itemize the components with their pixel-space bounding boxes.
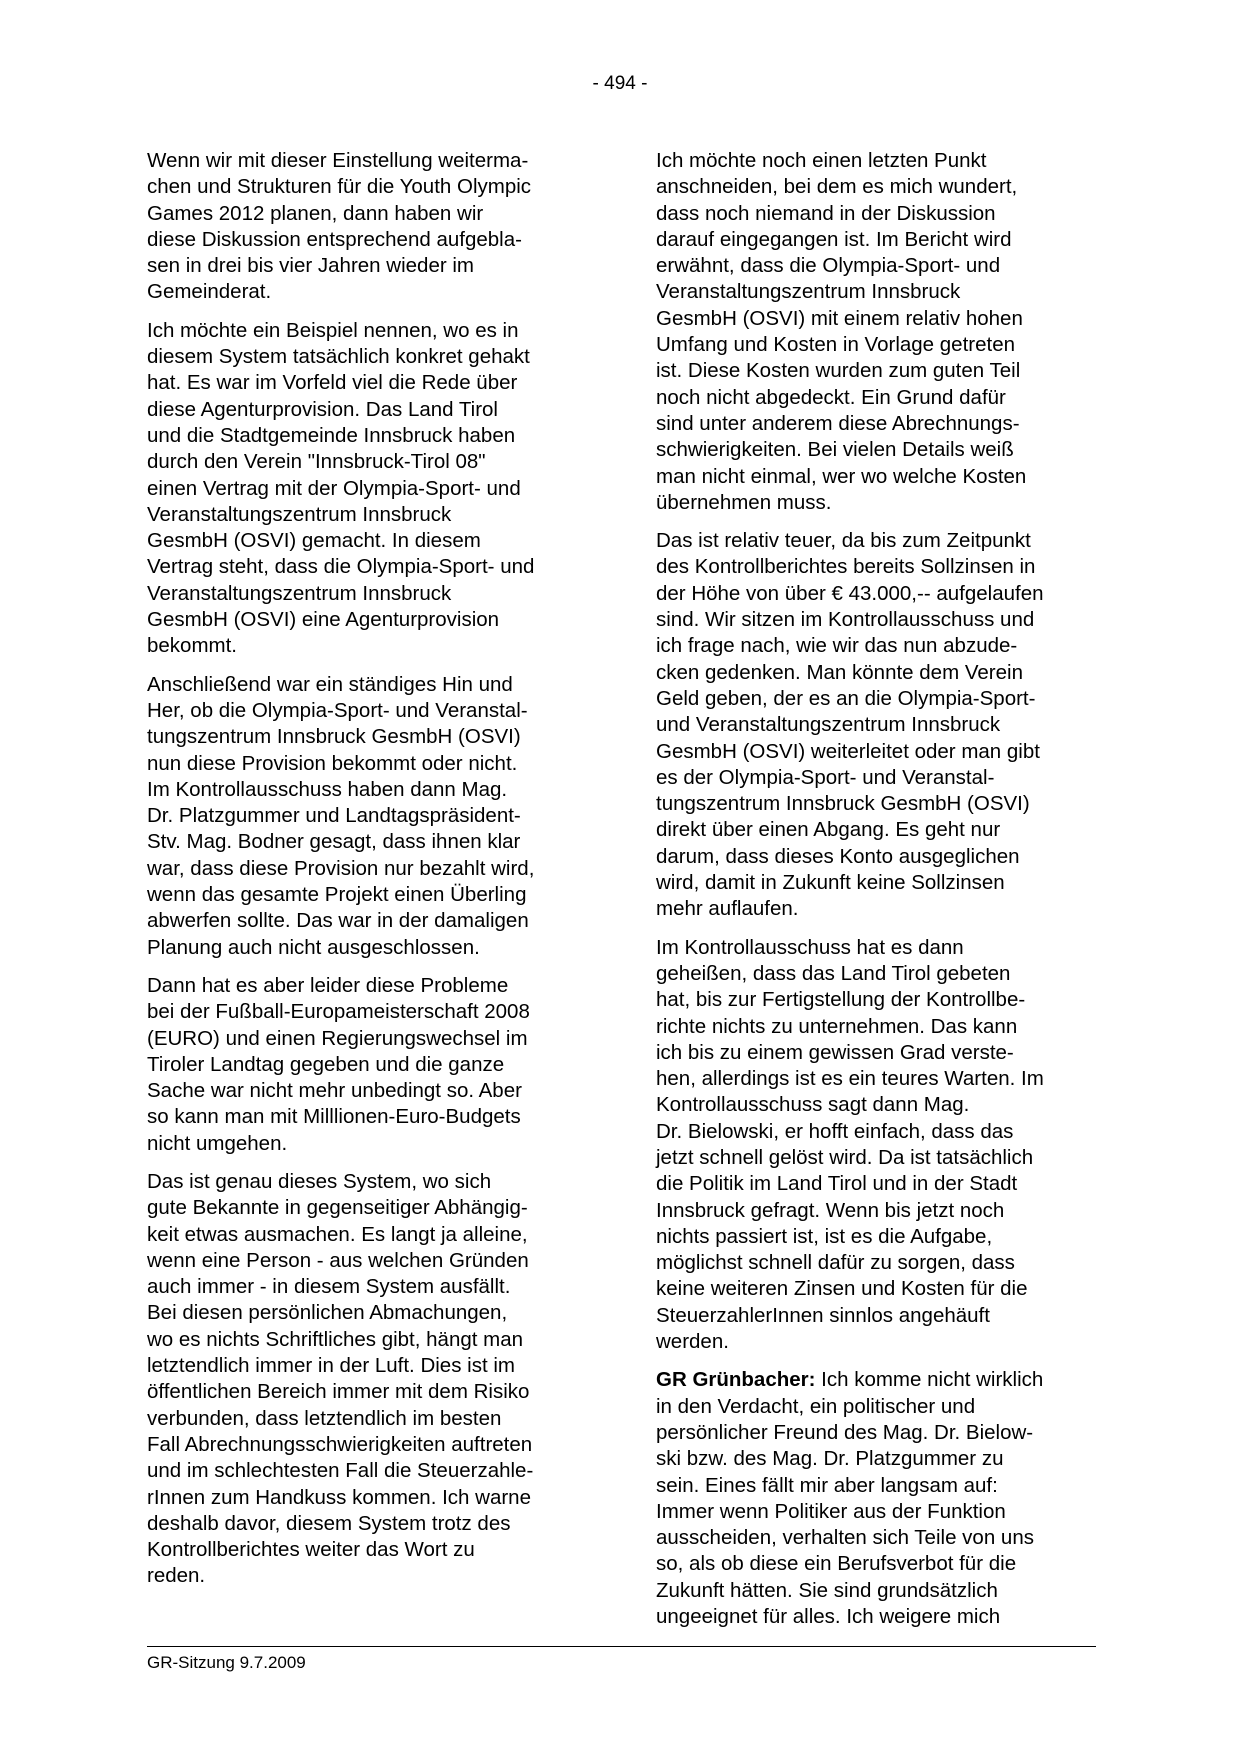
text-line: darum, dass dieses Konto ausgeglichen bbox=[656, 844, 1020, 868]
text-line: persönlicher Freund des Mag. Dr. Bielow- bbox=[656, 1420, 1034, 1444]
text-line: und im schlechtesten Fall die Steuerzahle- bbox=[147, 1459, 534, 1483]
text-line: war, dass diese Provision nur bezahlt wird, bbox=[147, 856, 535, 880]
text-line: richte nichts zu unternehmen. Das kann bbox=[656, 1014, 1018, 1038]
paragraph bbox=[656, 1367, 1096, 1630]
right-column bbox=[656, 148, 1096, 1642]
text-line: Im Kontrollausschuss haben dann Mag. bbox=[147, 777, 508, 801]
text-line: nun diese Provision bekommt oder nicht. bbox=[147, 751, 518, 775]
text-line: bei der Fußball-Europameisterschaft 2008 bbox=[147, 1000, 530, 1024]
text-line: Veranstaltungszentrum Innsbruck bbox=[147, 581, 452, 605]
text-line: Stv. Mag. Bodner gesagt, dass ihnen klar bbox=[147, 830, 521, 854]
text-line: GesmbH (OSVI) weiterleitet oder man gibt bbox=[656, 739, 1040, 763]
text-line: chen und Strukturen für die Youth Olympic bbox=[147, 175, 532, 199]
text-line: Das ist relativ teuer, da bis zum Zeitpunkt bbox=[656, 529, 1031, 553]
text-line: Planung auch nicht ausgeschlossen. bbox=[147, 935, 480, 959]
speaker-name: GR Grünbacher: bbox=[656, 1368, 816, 1392]
text-line: anschneiden, bei dem es mich wundert, bbox=[656, 175, 1018, 199]
text-line: cken gedenken. Man könnte dem Verein bbox=[656, 660, 1023, 684]
text-line: Her, ob die Olympia-Sport- und Veranstal- bbox=[147, 698, 528, 722]
text-line: gute Bekannte in gegenseitiger Abhängig- bbox=[147, 1196, 528, 1220]
text-line: nicht umgehen. bbox=[147, 1131, 288, 1155]
text-line: Umfang und Kosten in Vorlage getreten bbox=[656, 333, 1015, 357]
paragraph bbox=[147, 318, 587, 660]
text-line: und Veranstaltungszentrum Innsbruck bbox=[656, 713, 1001, 737]
text-line: (EURO) und einen Regierungswechsel im bbox=[147, 1026, 528, 1050]
paragraph bbox=[147, 1169, 587, 1590]
text-line: darauf eingegangen ist. Im Bericht wird bbox=[656, 227, 1012, 251]
text-line: Ich möchte ein Beispiel nennen, wo es in bbox=[147, 318, 519, 342]
text-line: nichts passiert ist, ist es die Aufgabe, bbox=[656, 1224, 993, 1248]
text-line: GesmbH (OSVI) mit einem relativ hohen bbox=[656, 306, 1023, 330]
text-line: Wenn wir mit dieser Einstellung weiterma- bbox=[147, 149, 529, 172]
text-line: letztendlich immer in der Luft. Dies ist im bbox=[147, 1354, 515, 1378]
text-line: geheißen, dass das Land Tirol gebeten bbox=[656, 961, 1011, 985]
text-line: durch den Verein "Innsbruck-Tirol 08" bbox=[147, 450, 486, 474]
text-line: wenn das gesamte Projekt einen Überling bbox=[147, 883, 527, 907]
text-line: SteuerzahlerInnen sinnlos angehäuft bbox=[656, 1303, 990, 1327]
text-line: so kann man mit Milllionen-Euro-Budgets bbox=[147, 1105, 521, 1129]
text-line: übernehmen muss. bbox=[656, 490, 832, 514]
text-line: Das ist genau dieses System, wo sich bbox=[147, 1169, 492, 1193]
text-line: hat. Es war im Vorfeld viel die Rede über bbox=[147, 371, 518, 395]
text-line: sein. Eines fällt mir aber langsam auf: bbox=[656, 1473, 998, 1497]
text-line: in den Verdacht, ein politischer und bbox=[656, 1394, 976, 1418]
text-line: verbunden, dass letztendlich im besten bbox=[147, 1406, 502, 1430]
footer-divider bbox=[147, 1646, 1096, 1647]
text-line: sen in drei bis vier Jahren wieder im bbox=[147, 254, 474, 278]
text-line: diese Agenturprovision. Das Land Tirol bbox=[147, 397, 498, 421]
text-line: deshalb davor, diesem System trotz des bbox=[147, 1511, 511, 1535]
text-line: Tiroler Landtag gegeben und die ganze bbox=[147, 1052, 505, 1076]
text-line: ich bis zu einem gewissen Grad verste- bbox=[656, 1040, 1014, 1064]
text-line: Ich möchte noch einen letzten Punkt bbox=[656, 149, 987, 172]
text-line: tungszentrum Innsbruck GesmbH (OSVI) bbox=[147, 725, 521, 749]
text-line: ist. Diese Kosten wurden zum guten Teil bbox=[656, 359, 1021, 383]
page-number: - 494 - bbox=[592, 73, 648, 94]
text-line: Anschließend war ein ständiges Hin und bbox=[147, 672, 513, 696]
text-line: jetzt schnell gelöst wird. Da ist tatsächlich bbox=[656, 1145, 1034, 1169]
text-line: diesem System tatsächlich konkret gehakt bbox=[147, 345, 530, 369]
paragraph bbox=[656, 935, 1096, 1356]
text-line: erwähnt, dass die Olympia-Sport- und bbox=[656, 254, 1001, 278]
text-line: öffentlichen Bereich immer mit dem Risiko bbox=[147, 1380, 530, 1404]
text-line: die Politik im Land Tirol und in der Stadt bbox=[656, 1172, 1018, 1196]
text-line: reden. bbox=[147, 1564, 206, 1588]
text-line: direkt über einen Abgang. Es geht nur bbox=[656, 818, 1001, 842]
text-line: einen Vertrag mit der Olympia-Sport- und bbox=[147, 476, 521, 500]
text-line: Fall Abrechnungsschwierigkeiten auftreten bbox=[147, 1432, 533, 1456]
text-line: es der Olympia-Sport- und Veranstal- bbox=[656, 765, 995, 789]
text-line: sind. Wir sitzen im Kontrollausschuss und bbox=[656, 608, 1035, 632]
text-line: Ich komme nicht wirklich bbox=[815, 1368, 1044, 1392]
paragraph bbox=[147, 672, 587, 961]
text-line: werden. bbox=[656, 1330, 729, 1354]
text-line: möglichst schnell dafür zu sorgen, dass bbox=[656, 1251, 1015, 1275]
text-line: Immer wenn Politiker aus der Funktion bbox=[656, 1499, 1006, 1523]
text-line: Sache war nicht mehr unbedingt so. Aber bbox=[147, 1079, 522, 1103]
text-line: mehr auflaufen. bbox=[656, 897, 799, 921]
text-line: hen, allerdings ist es ein teures Warten. Im bbox=[656, 1067, 1044, 1091]
text-line: bekommt. bbox=[147, 634, 237, 658]
text-line: der Höhe von über € 43.000,-- aufgelaufen bbox=[656, 581, 1044, 605]
text-line: keit etwas ausmachen. Es langt ja alleine, bbox=[147, 1222, 528, 1246]
text-line: ski bzw. des Mag. Dr. Platzgummer zu bbox=[656, 1447, 1004, 1471]
text-line: dass noch niemand in der Diskussion bbox=[656, 201, 996, 225]
text-line: diese Diskussion entsprechend aufgebla- bbox=[147, 227, 522, 251]
text-line: Veranstaltungszentrum Innsbruck bbox=[147, 502, 452, 526]
text-line: Veranstaltungszentrum Innsbruck bbox=[656, 280, 961, 304]
paragraph bbox=[656, 528, 1096, 922]
text-line: Im Kontrollausschuss hat es dann bbox=[656, 935, 964, 959]
paragraph bbox=[656, 148, 1096, 516]
text-line: auch immer - in diesem System ausfällt. bbox=[147, 1275, 511, 1299]
text-line: Gemeinderat. bbox=[147, 280, 272, 304]
left-column bbox=[147, 148, 587, 1602]
paragraph bbox=[147, 973, 587, 1157]
text-line: ungeeignet für alles. Ich weigere mich bbox=[656, 1605, 1001, 1629]
text-line: man nicht einmal, wer wo welche Kosten bbox=[656, 464, 1027, 488]
text-line: des Kontrollberichtes bereits Sollzinsen in bbox=[656, 555, 1036, 579]
text-line: noch nicht abgedeckt. Ein Grund dafür bbox=[656, 385, 1006, 409]
text-line: GesmbH (OSVI) gemacht. In diesem bbox=[147, 529, 481, 553]
text-line: hat, bis zur Fertigstellung der Kontrollbe- bbox=[656, 988, 1026, 1012]
text-line: so, als ob diese ein Berufsverbot für die bbox=[656, 1552, 1017, 1576]
text-line: ich frage nach, wie wir das nun abzude- bbox=[656, 634, 1018, 658]
text-line: abwerfen sollte. Das war in der damaligen bbox=[147, 909, 529, 933]
footer-session-label: GR-Sitzung 9.7.2009 bbox=[147, 1653, 306, 1672]
text-line: Dann hat es aber leider diese Probleme bbox=[147, 973, 509, 997]
text-line: Geld geben, der es an die Olympia-Sport- bbox=[656, 686, 1036, 710]
text-line: keine weiteren Zinsen und Kosten für die bbox=[656, 1277, 1028, 1301]
text-line: GesmbH (OSVI) eine Agenturprovision bbox=[147, 608, 500, 632]
text-line: rInnen zum Handkuss kommen. Ich warne bbox=[147, 1485, 531, 1509]
text-line: sind unter anderem diese Abrechnungs- bbox=[656, 411, 1020, 435]
paragraph bbox=[147, 148, 587, 306]
speaker-line bbox=[656, 1367, 1096, 1393]
text-line: und die Stadtgemeinde Innsbruck haben bbox=[147, 423, 516, 447]
text-line: schwierigkeiten. Bei vielen Details weiß bbox=[656, 438, 1014, 462]
text-line: ausscheiden, verhalten sich Teile von uns bbox=[656, 1526, 1034, 1550]
text-line: Vertrag steht, dass die Olympia-Sport- und bbox=[147, 555, 535, 579]
text-line: Innsbruck gefragt. Wenn bis jetzt noch bbox=[656, 1198, 1005, 1222]
text-line: Kontrollberichtes weiter das Wort zu bbox=[147, 1538, 475, 1562]
text-line: tungszentrum Innsbruck GesmbH (OSVI) bbox=[656, 792, 1030, 816]
text-line: wenn eine Person - aus welchen Gründen bbox=[147, 1248, 529, 1272]
text-line: Games 2012 planen, dann haben wir bbox=[147, 201, 484, 225]
text-line: Kontrollausschuss sagt dann Mag. bbox=[656, 1093, 970, 1117]
text-line: wo es nichts Schriftliches gibt, hängt man bbox=[147, 1327, 524, 1351]
text-line: Dr. Bielowski, er hofft einfach, dass das bbox=[656, 1119, 1014, 1143]
text-line: wird, damit in Zukunft keine Sollzinsen bbox=[656, 871, 1005, 895]
text-line: Dr. Platzgummer und Landtagspräsident- bbox=[147, 804, 521, 828]
text-line: Bei diesen persönlichen Abmachungen, bbox=[147, 1301, 508, 1325]
text-line: Zukunft hätten. Sie sind grundsätzlich bbox=[656, 1578, 998, 1602]
